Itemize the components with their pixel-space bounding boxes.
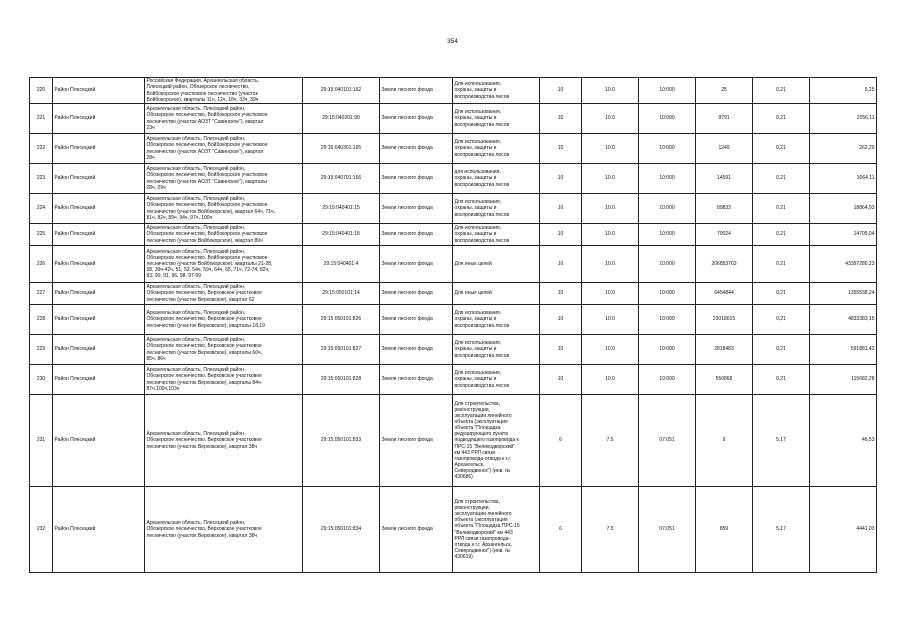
use-type-code-cell: 10:000 xyxy=(639,224,696,246)
permitted-use-cell: Для использования, охраны, защиты и воспроизводства лесов xyxy=(453,194,540,224)
code-cell: 10 xyxy=(540,164,582,194)
rate-cell: 0,21 xyxy=(753,335,810,365)
district-cell: Район Плесецкий xyxy=(53,487,145,573)
sub-code-cell: 10.0 xyxy=(582,164,639,194)
district-cell: Район Плесецкий xyxy=(53,365,145,395)
permitted-use-cell: Для строительства, реконструкции, эксплуатации линейного объекта (эксплуатация объекта "Площадка редуцирующего пункта подводящего газопровода к ПРС-15 "Великодворский" км 443 РРЛ связи газопровода-отвода к г.г. Архангельск, Северодвинск") (инв. № 430686) xyxy=(453,395,540,487)
area-cell: 23018015 xyxy=(696,305,753,335)
land-category-cell: Земли лесного фонда xyxy=(380,283,453,305)
cadastral-number-cell: 29:15:040401:15 xyxy=(303,194,380,224)
cadastral-number-cell: 29:15:050101:14 xyxy=(303,283,380,305)
code-cell: 10 xyxy=(540,134,582,164)
table-row xyxy=(30,246,877,283)
location-cell: Архангельская область, Плесецкий район, Обозерское лесничество, Войбокорское участковое лесничество (участок Войбокорское), кварталы 21-28, 38, 39ч-42ч, 51, 52, 54ч, 59ч, 64ч, 65, 71ч, 72-74, 82ч, 83, 90, 91, 96, 98, 97-99 xyxy=(145,246,303,283)
location-cell: Архангельская область, Плесецкий район, Обозерское лесничество, Войбокорское участковое лесничество (участок АОЗТ "Савинское"), кварталы 28ч, 29ч xyxy=(145,164,303,194)
sub-code-cell: 10.0 xyxy=(582,365,639,395)
cadastral-number-cell: 29:15:040401:18 xyxy=(303,224,380,246)
rate-cell: 0,21 xyxy=(753,246,810,283)
location-cell: Архангельская область, Плесецкий район, Обозерское лесничество, Войбокорское участковое лесничество (участок АОЗТ "Савинское"), квартал 28ч xyxy=(145,134,303,164)
row-number: 227 xyxy=(30,283,53,305)
sub-code-cell: 10.0 xyxy=(582,78,639,104)
area-cell: 9791 xyxy=(696,104,753,134)
code-cell: 10 xyxy=(540,335,582,365)
use-type-code-cell: 07:051 xyxy=(639,487,696,573)
row-number: 232 xyxy=(30,487,53,573)
area-cell: 9 xyxy=(696,395,753,487)
rate-cell: 5,17 xyxy=(753,487,810,573)
rate-cell: 0,21 xyxy=(753,78,810,104)
table-row xyxy=(30,335,877,365)
permitted-use-cell: Для использования, охраны, защиты и воспроизводства лесов xyxy=(453,78,540,104)
location-cell: Архангельская область, Плесецкий район, Обозерское лесничество, Верховское участковое лесничество (участок Верховское), квартал 62 xyxy=(145,283,303,305)
code-cell: 10 xyxy=(540,305,582,335)
area-cell: 6454844 xyxy=(696,283,753,305)
cadastral-number-cell: 29:15:040301:165 xyxy=(303,134,380,164)
district-cell: Район Плесецкий xyxy=(53,283,145,305)
table-row xyxy=(30,305,877,335)
code-cell: 10 xyxy=(540,365,582,395)
amount-cell: 115682,28 xyxy=(810,365,877,395)
table-row xyxy=(30,224,877,246)
permitted-use-cell: Для иных целей xyxy=(453,246,540,283)
code-cell: 6 xyxy=(540,487,582,573)
land-category-cell: Земли лесного фонда xyxy=(380,305,453,335)
amount-cell: 5,25 xyxy=(810,78,877,104)
amount-cell: 262,29 xyxy=(810,134,877,164)
rate-cell: 0,21 xyxy=(753,283,810,305)
cadastral-number-cell: 29:15:050101:827 xyxy=(303,335,380,365)
row-number: 223 xyxy=(30,164,53,194)
use-type-code-cell: 10:000 xyxy=(639,305,696,335)
location-cell: Российская Федерация, Архангельская область, Плесецкий район, Обозерское лесничество, Войбокорское участковое лесничество (участок Войбокорское), кварталы 11ч, 12ч, 18ч, 33ч, 39ч xyxy=(145,78,303,104)
sub-code-cell: 7.5 xyxy=(582,395,639,487)
district-cell: Район Плесецкий xyxy=(53,246,145,283)
district-cell: Район Плесецкий xyxy=(53,194,145,224)
permitted-use-cell: для использования, охраны, защиты и воспроизводства лесов xyxy=(453,164,540,194)
permitted-use-cell: Для использования, охраны, защиты и воспроизводства лесов xyxy=(453,335,540,365)
district-cell: Район Плесецкий xyxy=(53,395,145,487)
amount-cell: 18864,93 xyxy=(810,194,877,224)
row-number: 220 xyxy=(30,78,53,104)
permitted-use-cell: Для строительства, реконструкции, эксплуатации линейного объекта (эксплуатация объекта "Площадка ПРС-15 "Великодворский" км 443 РРЛ связи газопровода- отвода к г.г. Архангельск, Северодвинск") (инв. № 430619) xyxy=(453,487,540,573)
row-number: 228 xyxy=(30,305,53,335)
land-category-cell: Земли лесного фонда xyxy=(380,78,453,104)
row-number: 229 xyxy=(30,335,53,365)
row-number: 222 xyxy=(30,134,53,164)
area-cell: 2818483 xyxy=(696,335,753,365)
land-plots-table xyxy=(29,77,877,573)
table-row xyxy=(30,283,877,305)
sub-code-cell: 7.5 xyxy=(582,487,639,573)
area-cell: 859 xyxy=(696,487,753,573)
sub-code-cell: 10.0 xyxy=(582,224,639,246)
table-row xyxy=(30,365,877,395)
table-row xyxy=(30,395,877,487)
location-cell: Архангельская область, Плесецкий район, Обозерское лесничество, Войбокорское участковое лесничество (участок Войбокорское), квартал 89ч xyxy=(145,224,303,246)
amount-cell: 46,53 xyxy=(810,395,877,487)
amount-cell: 43397280,23 xyxy=(810,246,877,283)
sub-code-cell: 10.0 xyxy=(582,283,639,305)
rate-cell: 0,21 xyxy=(753,164,810,194)
code-cell: 10 xyxy=(540,104,582,134)
rate-cell: 0,21 xyxy=(753,134,810,164)
use-type-code-cell: 07:051 xyxy=(639,395,696,487)
table-row xyxy=(30,78,877,104)
code-cell: 6 xyxy=(540,395,582,487)
location-cell: Архангельская область, Плесецкий район, Обозерское лесничество, Верховское участковое лесничество (участок Верховское), кварталы 18,19 xyxy=(145,305,303,335)
cadastral-number-cell: 29:15:040401:4 xyxy=(303,246,380,283)
permitted-use-cell: Для использования, охраны, защиты и воспроизводства лесов xyxy=(453,104,540,134)
location-cell: Архангельская область, Плесецкий район, Обозерское лесничество, Верховское участковое лесничество (участок Верховское), кварталы 84ч- 87ч,100ч,103ч xyxy=(145,365,303,395)
amount-cell: 1355538,24 xyxy=(810,283,877,305)
district-cell: Район Плесецкий xyxy=(53,134,145,164)
cadastral-number-cell: 29:15:050101:828 xyxy=(303,365,380,395)
code-cell: 10 xyxy=(540,283,582,305)
district-cell: Район Плесецкий xyxy=(53,78,145,104)
use-type-code-cell: 10:000 xyxy=(639,134,696,164)
land-category-cell: Земли лесного фонда xyxy=(380,365,453,395)
use-type-code-cell: 10:000 xyxy=(639,246,696,283)
table-row xyxy=(30,194,877,224)
sub-code-cell: 10.0 xyxy=(582,134,639,164)
row-number: 230 xyxy=(30,365,53,395)
page-number: 354 xyxy=(447,38,458,45)
sub-code-cell: 10.0 xyxy=(582,335,639,365)
permitted-use-cell: Для использования, охраны, защиты и воспроизводства лесов xyxy=(453,134,540,164)
rate-cell: 0,21 xyxy=(753,305,810,335)
use-type-code-cell: 10:000 xyxy=(639,104,696,134)
row-number: 231 xyxy=(30,395,53,487)
code-cell: 10 xyxy=(540,224,582,246)
cadastral-number-cell: 29:15:050101:834 xyxy=(303,487,380,573)
amount-cell: 4833383,15 xyxy=(810,305,877,335)
land-category-cell: Земли лесного фонда xyxy=(380,104,453,134)
land-category-cell: Земли лесного фонда xyxy=(380,246,453,283)
sub-code-cell: 10.0 xyxy=(582,194,639,224)
amount-cell: 3064,11 xyxy=(810,164,877,194)
district-cell: Район Плесецкий xyxy=(53,104,145,134)
district-cell: Район Плесецкий xyxy=(53,164,145,194)
table-body xyxy=(30,78,877,573)
table-row xyxy=(30,134,877,164)
land-category-cell: Земли лесного фонда xyxy=(380,134,453,164)
land-category-cell: Земли лесного фонда xyxy=(380,395,453,487)
cadastral-number-cell: 29:15:040201:90 xyxy=(303,104,380,134)
code-cell: 10 xyxy=(540,194,582,224)
location-cell: Архангельская область, Плесецкий район, Обозерское лесничество, Верховское участковое лесничество (участок Верховское), квартал 38ч xyxy=(145,395,303,487)
area-cell: 206853763 xyxy=(696,246,753,283)
cadastral-number-cell: 29:15:050101:833 xyxy=(303,395,380,487)
cadastral-number-cell: 29:15:040701:166 xyxy=(303,164,380,194)
code-cell: 10 xyxy=(540,78,582,104)
sub-code-cell: 10.0 xyxy=(582,305,639,335)
area-cell: 14591 xyxy=(696,164,753,194)
permitted-use-cell: Для иных целей xyxy=(453,283,540,305)
sub-code-cell: 10.0 xyxy=(582,246,639,283)
land-category-cell: Земли лесного фонда xyxy=(380,487,453,573)
location-cell: Архангельская область, Плесецкий район, Обозерское лесничество, Войбокорское участковое лесничество (участок АОЗТ "Савинское"), квартал 23ч xyxy=(145,104,303,134)
use-type-code-cell: 10:000 xyxy=(639,194,696,224)
table-row xyxy=(30,104,877,134)
area-cell: 89833 xyxy=(696,194,753,224)
row-number: 221 xyxy=(30,104,53,134)
permitted-use-cell: Для использования, охраны, защиты и воспроизводства лесов xyxy=(453,365,540,395)
amount-cell: 4441,03 xyxy=(810,487,877,573)
row-number: 226 xyxy=(30,246,53,283)
use-type-code-cell: 10:000 xyxy=(639,283,696,305)
district-cell: Район Плесецкий xyxy=(53,224,145,246)
table-row xyxy=(30,164,877,194)
district-cell: Район Плесецкий xyxy=(53,335,145,365)
rate-cell: 0,21 xyxy=(753,104,810,134)
row-number: 225 xyxy=(30,224,53,246)
land-category-cell: Земли лесного фонда xyxy=(380,335,453,365)
permitted-use-cell: Для использования, охраны, защиты и воспроизводства лесов xyxy=(453,305,540,335)
location-cell: Архангельская область, Плесецкий район, Обозерское лесничество, Верховское участковое лесничество (участок Верховское), квартал 38ч xyxy=(145,487,303,573)
permitted-use-cell: Для использования, охраны, защиты и воспроизводства лесов xyxy=(453,224,540,246)
land-category-cell: Земли лесного фонда xyxy=(380,224,453,246)
area-cell: 25 xyxy=(696,78,753,104)
use-type-code-cell: 10:000 xyxy=(639,164,696,194)
location-cell: Архангельская область, Плесецкий район, Обозерское лесничество, Верховское участковое лесничество (участок Верховское), кварталы 60ч, 85ч, 86ч xyxy=(145,335,303,365)
area-cell: 1249 xyxy=(696,134,753,164)
location-cell: Архангельская область, Плесецкий район, Обозерское лесничество, Войбокорское участковое лесничество (участок Войбокорское), квартал 64ч, 71ч, 81ч, 82ч, 89ч, 94ч, 97ч, 100ч xyxy=(145,194,303,224)
amount-cell: 14705,04 xyxy=(810,224,877,246)
use-type-code-cell: 10:000 xyxy=(639,78,696,104)
code-cell: 10 xyxy=(540,246,582,283)
row-number: 224 xyxy=(30,194,53,224)
cadastral-number-cell: 29:15:050101:826 xyxy=(303,305,380,335)
table-row xyxy=(30,487,877,573)
sub-code-cell: 10.0 xyxy=(582,104,639,134)
rate-cell: 0,21 xyxy=(753,224,810,246)
rate-cell: 0,21 xyxy=(753,194,810,224)
district-cell: Район Плесецкий xyxy=(53,305,145,335)
amount-cell: 2056,11 xyxy=(810,104,877,134)
amount-cell: 591881,43 xyxy=(810,335,877,365)
cadastral-number-cell: 29:15:040101:162 xyxy=(303,78,380,104)
land-category-cell: Земли лесного фонда xyxy=(380,164,453,194)
rate-cell: 5,17 xyxy=(753,395,810,487)
rate-cell: 0,21 xyxy=(753,365,810,395)
area-cell: 550868 xyxy=(696,365,753,395)
use-type-code-cell: 10:000 xyxy=(639,335,696,365)
area-cell: 70024 xyxy=(696,224,753,246)
land-category-cell: Земли лесного фонда xyxy=(380,194,453,224)
use-type-code-cell: 10:000 xyxy=(639,365,696,395)
